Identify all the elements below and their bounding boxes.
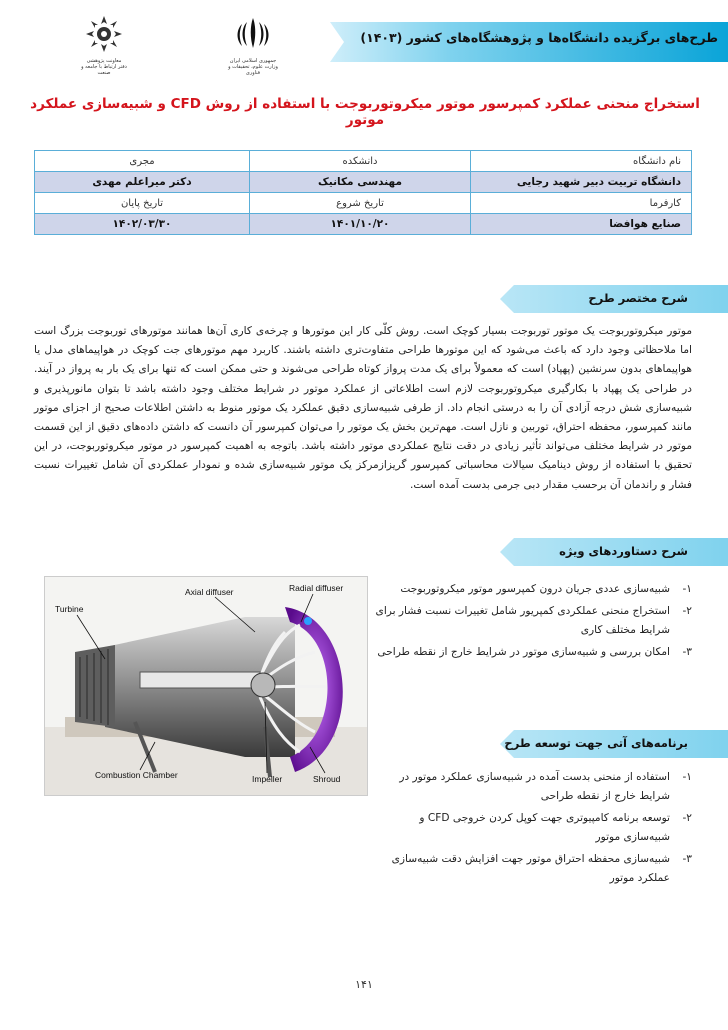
university-label: نام دانشگاه (471, 151, 692, 172)
future-plans-list (374, 768, 692, 891)
snowflake-emblem-icon (84, 14, 124, 54)
table-row (35, 151, 692, 172)
page-title: استخراج منحنی عملکرد کمپرسور موتور میکروتوربوجت با استفاده از روش CFD و شبیه‌سازی عملکرد موتور (30, 96, 700, 128)
axial-diffuser-label: Axial diffuser (185, 587, 234, 597)
engine-cutaway-figure (44, 576, 368, 796)
start-date-label: تاریخ شروع (250, 193, 471, 214)
list-item: ۲- توسعه برنامه کامپیوتری جهت کوپل کردن خروجی CFD و شبیه‌سازی موتور (419, 812, 692, 843)
client-label: کارفرما (471, 193, 692, 214)
list-item: ۳- امکان بررسی و شبیه‌سازی موتور در شرایط خارج از نقطه طراحی (377, 646, 692, 658)
summary-heading: شرح مختصر طرح (588, 291, 688, 305)
list-item: ۱- شبیه‌سازی عددی جریان درون کمپرسور موتور میکروتوربوجت (400, 583, 692, 595)
summary-paragraph: موتور میکروتوربوجت یک موتور توربوجت بسیار کوچک است. روش کلّی کار این موتورها و چرخه‌ی کاری آن‌ها همانند موتورهای توربوجت بزرگ است اما ملاحظاتی وجود دارد که باعث می‌شود که این موتورها طراحی متفاوت‌تری داشته باشند. کاربرد مهم موتورهای جت کوچک در هواپیماهای مدل یا هواپیماهای بدون سرنشین (پهپاد) است که معمولاً برای یک مدت پرواز کوتاه طراحی می‌شوند و حتی ممکن است که تنها برای یک بار به پرواز در آیند. در طراحی یک پهپاد با بکارگیری میکروتوربوجت لازم است اطلاعاتی از عملکرد موتور در شرایط مختلف وجود داشته باشد تا بتوان مانورپذیری و شبیه‌سازی شش درجه آزادی آن را به درستی انجام داد. از طرفی شبیه‌سازی دقیق عملکرد یک موتور منوط به داشتن اطلاعات صحیح از اجزای موتور مانند کمپرسور، محفظه احتراق، توربین و نازل است. مهم‌ترین بخش یک موتور را می‌توان کمپرسور آن دانست که داشتن داده‌های دقیق از این قسمت موتور در شرایط مختلف می‌تواند تأثیر زیادی در دقت نتایج عملکردی موتور داشته باشد. باتوجه به اهمیت کمپرسور در موتور میکروتوربوجت، در این تحقیق با استفاده از روش دینامیک سیالات محاسباتی کمپرسور گریزازمرکز یک موتور شبیه‌سازی شده و نمودار عملکردی آن شامل تغییرات نسبت فشار و راندمان آن برحسب مقدار دبی جرمی بدست آمده است. (34, 325, 692, 491)
turbine-label: Turbine (55, 604, 84, 614)
table-row (35, 214, 692, 235)
combustion-chamber-label: Combustion Chamber (95, 770, 178, 780)
university-value: دانشگاه تربیت دبیر شهید رجایی (471, 172, 692, 193)
executor-value: دکتر میراعلم مهدی (35, 172, 250, 193)
logo-left-caption: معاونت پژوهشی دفتر ارتباط با جامعه و صنعت (81, 58, 127, 76)
engine-illustration (45, 577, 367, 795)
future-heading: برنامه‌های آتی جهت توسعه طرح (504, 736, 688, 750)
faculty-label: دانشکده (250, 151, 471, 172)
logo-right-caption: جمهوری اسلامی ایران وزارت علوم، تحقیقات و فناوری (228, 58, 278, 76)
iran-emblem-icon (233, 14, 273, 54)
ministry-research-logo (78, 14, 130, 76)
list-item: ۱- استفاده از منحنی بدست آمده در شبیه‌سازی عملکرد موتور در شرایط خارج از نقطه طراحی (399, 771, 692, 802)
start-date-value: ۱۴۰۱/۱۰/۲۰ (250, 214, 471, 235)
list-item: ۲- استخراج منحنی عملکردی کمپریور شامل تغییرات نسبت فشار برای شرایط مختلف کاری (375, 605, 692, 636)
radial-diffuser-label: Radial diffuser (289, 583, 344, 593)
banner-title: طرح‌های برگزیده دانشگاه‌ها و پژوهشگاه‌های کشور (۱۴۰۳) (360, 30, 718, 45)
end-date-value: ۱۴۰۲/۰۳/۳۰ (35, 214, 250, 235)
shroud-label: Shroud (313, 774, 341, 784)
project-info-table (34, 150, 692, 235)
table-row (35, 172, 692, 193)
achievements-heading: شرح دستاوردهای ویژه (559, 544, 688, 558)
end-date-label: تاریخ پایان (35, 193, 250, 214)
faculty-value: مهندسی مکانیک (250, 172, 471, 193)
executor-label: مجری (35, 151, 250, 172)
table-row (35, 193, 692, 214)
ministry-science-logo (222, 14, 284, 76)
client-value: صنایع هوافضا (471, 214, 692, 235)
achievements-list (374, 580, 692, 665)
impeller-label: Impeller (252, 774, 283, 784)
page-number: ۱۴۱ (355, 978, 373, 991)
list-item: ۳- شبیه‌سازی محفظه احتراق موتور جهت افزایش دقت شبیه‌سازی عملکرد موتور (391, 853, 692, 884)
